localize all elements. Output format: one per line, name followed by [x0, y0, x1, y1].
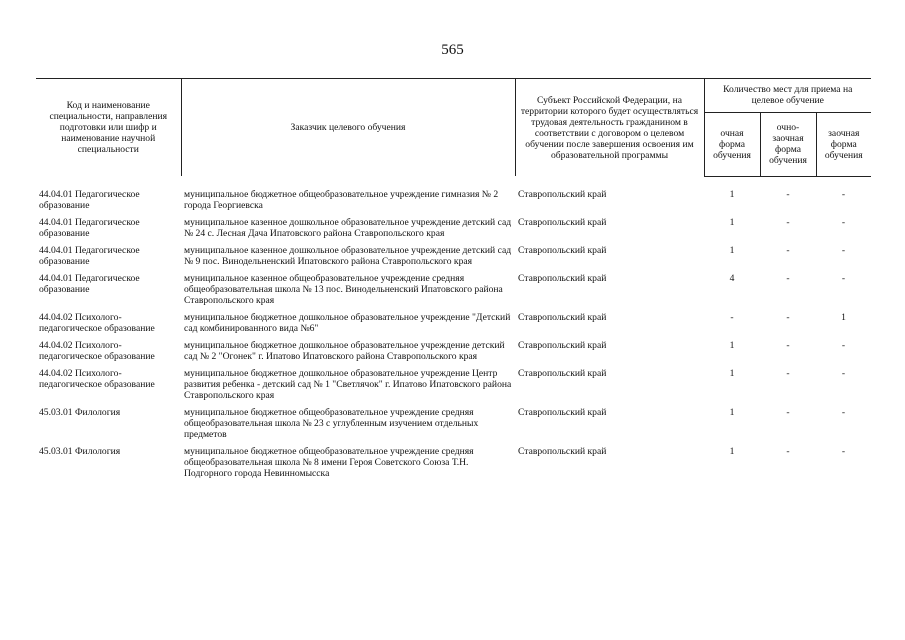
cell-subject: Ставропольский край	[518, 188, 607, 200]
cell-part-time: -	[786, 367, 790, 379]
cell-customer: муниципальное бюджетное общеобразовательное учреждение гимназия № 2 города Георгиевска	[184, 188, 499, 211]
cell-code: 45.03.01 Филология	[39, 445, 121, 457]
cell-part-time: -	[786, 272, 790, 284]
cell-extramural: 1	[841, 311, 846, 323]
table-row	[36, 407, 871, 446]
table-row	[36, 340, 871, 368]
cell-code: 44.04.01 Педагогическое образование	[39, 244, 140, 267]
header-full-time: очная форма обучения	[704, 112, 760, 176]
cell-full-time: 1	[729, 406, 735, 418]
header-code: Код и наименование специальности, направления подготовки или шифр и наименование научной специальности	[36, 79, 181, 177]
cell-code: 44.04.02 Психолого-педагогическое образование	[39, 339, 155, 362]
cell-part-time: -	[786, 445, 790, 457]
header-extramural: заочная форма обучения	[816, 112, 871, 176]
cell-full-time: 1	[729, 244, 735, 256]
cell-subject: Ставропольский край	[518, 244, 607, 256]
cell-extramural: -	[841, 406, 846, 418]
header-subject: Субъект Российской Федерации, на территории которого будет осуществляться трудовая деятельность гражданином в соответствии с договором о целевом обучении после завершения освоения им образовательной программы	[515, 79, 704, 177]
cell-full-time: 1	[729, 216, 735, 228]
cell-full-time: 1	[729, 367, 735, 379]
cell-customer: муниципальное бюджетное общеобразовательное учреждение средняя общеобразовательная школа № 23 с углубленным изучением отдельных предметов	[184, 406, 479, 440]
header-customer: Заказчик целевого обучения	[181, 79, 515, 177]
table-row	[36, 189, 871, 217]
cell-part-time: -	[786, 311, 790, 323]
cell-subject: Ставропольский край	[518, 367, 607, 379]
cell-full-time: 1	[729, 339, 735, 351]
cell-part-time: -	[786, 244, 790, 256]
table-row	[36, 312, 871, 340]
cell-customer: муниципальное казенное дошкольное образовательное учреждение детский сад № 9 пос. Винодельненский Ипатовского района Ставропольского края	[184, 244, 512, 267]
table-row	[36, 217, 871, 245]
page-number: 565	[441, 42, 464, 58]
cell-subject: Ставропольский край	[518, 406, 607, 418]
cell-extramural: -	[841, 216, 846, 228]
cell-customer: муниципальное бюджетное дошкольное образовательное учреждение "Детский сад комбинированного вида №6"	[184, 311, 511, 334]
cell-part-time: -	[786, 339, 790, 351]
cell-code: 45.03.01 Филология	[39, 406, 121, 418]
cell-part-time: -	[786, 216, 790, 228]
cell-customer: муниципальное казенное дошкольное образовательное учреждение детский сад № 24 с. Лесная Дача Ипатовского района Ставропольского края	[184, 216, 512, 239]
table-row	[36, 273, 871, 312]
table-row	[36, 245, 871, 273]
cell-code: 44.04.02 Психолого-педагогическое образование	[39, 311, 155, 334]
cell-subject: Ставропольский край	[518, 272, 607, 284]
table-row	[36, 446, 871, 485]
cell-extramural: -	[841, 339, 846, 351]
cell-code: 44.04.01 Педагогическое образование	[39, 188, 140, 211]
target-admission-table	[36, 78, 871, 485]
cell-full-time: -	[730, 311, 734, 323]
cell-part-time: -	[786, 406, 790, 418]
cell-customer: муниципальное казенное общеобразовательное учреждение средняя общеобразовательная школа № 13 пос. Винодельненский Ипатовского района Ставропольского края	[184, 272, 503, 306]
cell-extramural: -	[841, 367, 846, 379]
cell-customer: муниципальное бюджетное общеобразовательное учреждение средняя общеобразовательная школа № 8 имени Героя Советского Союза Т.Н. Подгорного города Невинномысска	[184, 445, 474, 479]
cell-extramural: -	[841, 445, 846, 457]
table-row	[36, 368, 871, 407]
cell-customer: муниципальное бюджетное дошкольное образовательное учреждение Центр развития ребенка - детский сад № 1 "Светлячок" г. Ипатово Ипатовского района Ставропольского края	[184, 367, 512, 401]
cell-extramural: -	[841, 188, 846, 200]
cell-subject: Ставропольский край	[518, 216, 607, 228]
cell-full-time: 4	[729, 272, 735, 284]
header-places: Количество мест для приема на целевое обучение	[704, 79, 871, 113]
cell-code: 44.04.02 Психолого-педагогическое образование	[39, 367, 155, 390]
cell-code: 44.04.01 Педагогическое образование	[39, 216, 140, 239]
cell-part-time: -	[786, 188, 790, 200]
cell-full-time: 1	[729, 188, 735, 200]
cell-subject: Ставропольский край	[518, 445, 607, 457]
cell-customer: муниципальное бюджетное дошкольное образовательное учреждение детский сад № 2 "Огонек" г. Ипатово Ипатовского района Ставропольского края	[184, 339, 505, 362]
cell-subject: Ставропольский край	[518, 311, 607, 323]
cell-extramural: -	[841, 272, 846, 284]
cell-full-time: 1	[729, 445, 735, 457]
cell-code: 44.04.01 Педагогическое образование	[39, 272, 140, 295]
header-part-time: очно-заочная форма обучения	[760, 112, 816, 176]
cell-subject: Ставропольский край	[518, 339, 607, 351]
cell-extramural: -	[841, 244, 846, 256]
